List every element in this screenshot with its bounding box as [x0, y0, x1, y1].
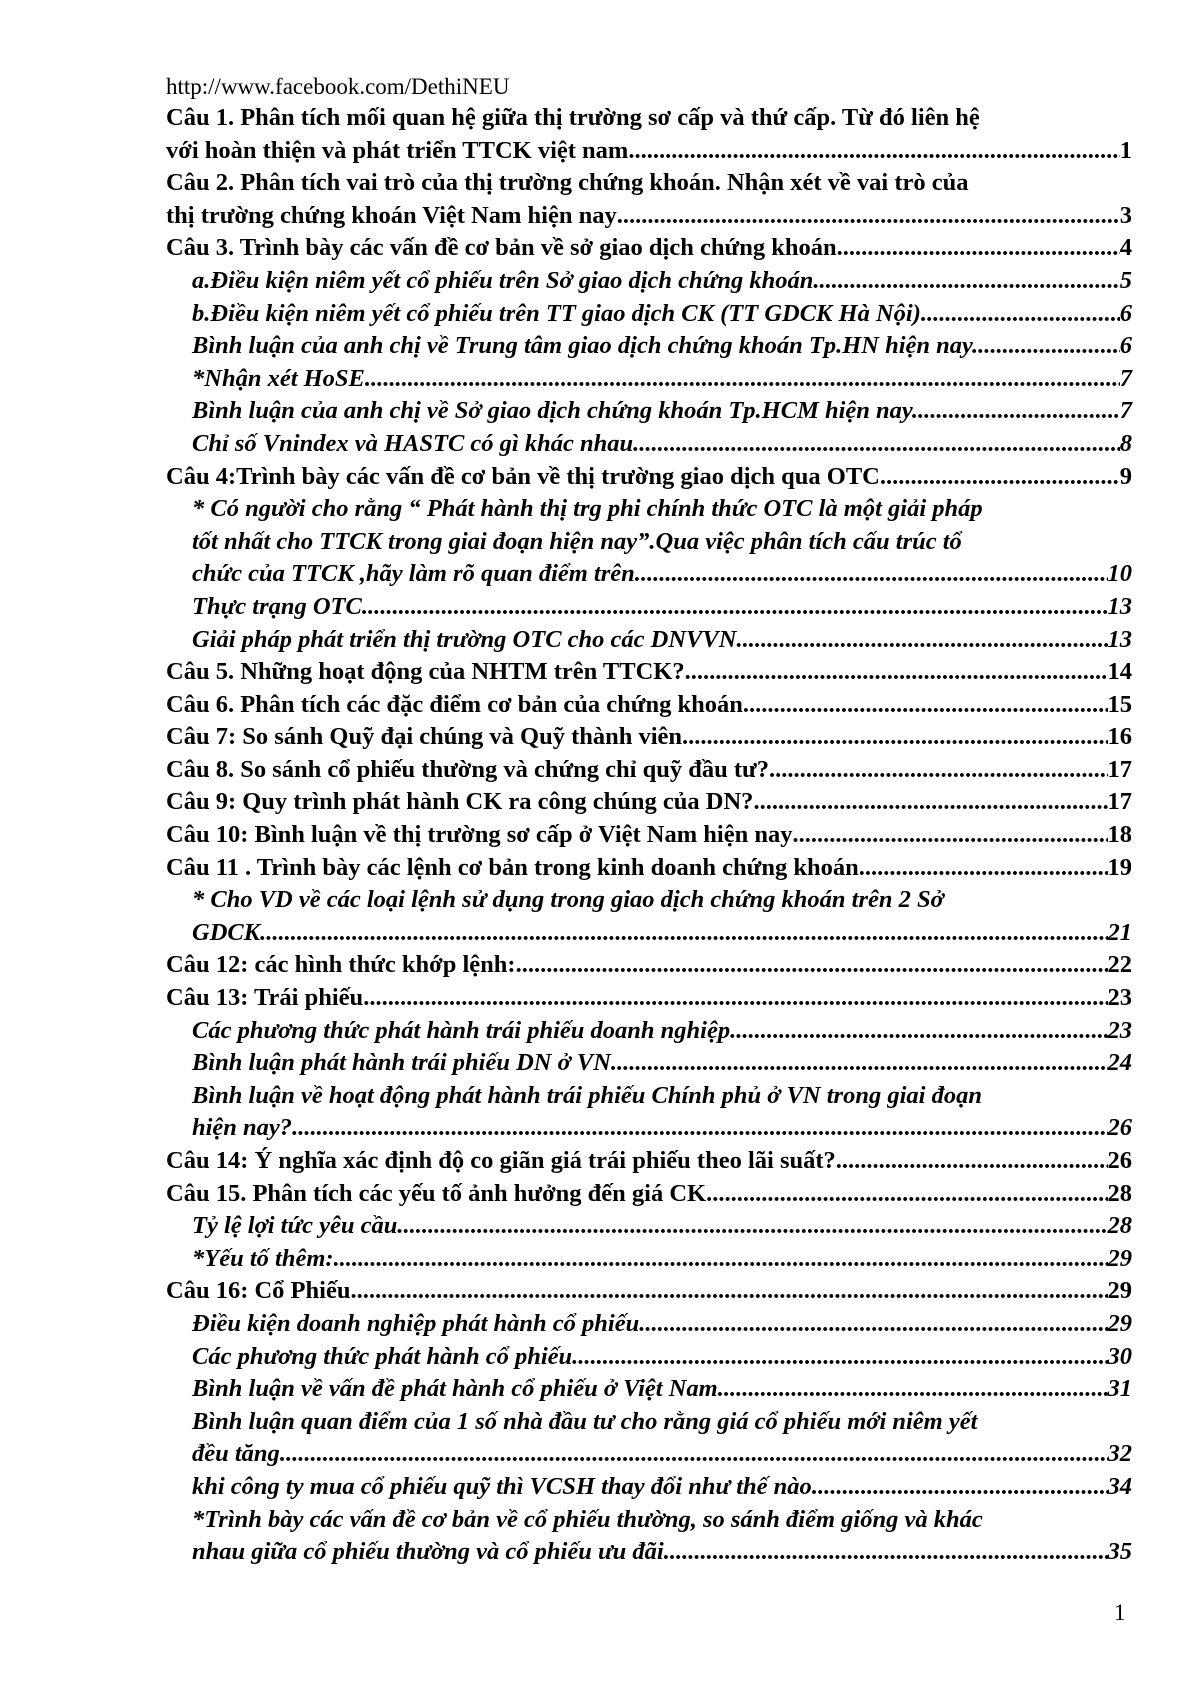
- toc-entry[interactable]: [166, 624, 1132, 657]
- toc-entry-text: * Cho VD về các loại lệnh sử dụng trong giao dịch chứng khoán trên 2 Sở: [192, 886, 944, 914]
- toc-page-number: 6: [1119, 299, 1132, 327]
- toc-entry[interactable]: [166, 363, 1132, 396]
- toc-entry-text: tốt nhất cho TTCK trong giai đoạn hiện nay”.Qua việc phân tích cấu trúc tổ: [192, 527, 962, 555]
- toc-entry-line: [192, 1047, 1132, 1080]
- toc-entry-line: [192, 526, 1132, 559]
- toc-entry-line: [192, 363, 1132, 396]
- toc-dot-leader: [350, 1275, 1107, 1308]
- toc-entry[interactable]: [166, 949, 1132, 982]
- toc-entry-text: *Trình bày các vấn đề cơ bản về cổ phiếu thường, so sánh điểm giống và khác: [192, 1505, 983, 1533]
- toc-entry-line: [166, 949, 1132, 982]
- toc-page-number: 17: [1107, 788, 1132, 816]
- toc-dot-leader: [397, 1210, 1107, 1243]
- toc-entry[interactable]: [166, 1406, 1132, 1471]
- toc-page-number: 29: [1107, 1244, 1132, 1272]
- toc-entry-line: [166, 754, 1132, 787]
- toc-page-number: 10: [1107, 560, 1132, 588]
- toc-entry[interactable]: [166, 852, 1132, 885]
- toc-dot-leader: [280, 1438, 1108, 1471]
- toc-entry-line: [192, 1308, 1132, 1341]
- toc-entry[interactable]: [166, 330, 1132, 363]
- toc-entry-text: Câu 11 . Trình bày các lệnh cơ bản trong kinh doanh chứng khoán: [166, 853, 859, 881]
- toc-entry-text: Bình luận về hoạt động phát hành trái phiếu Chính phủ ở VN trong giai đoạn: [192, 1081, 982, 1109]
- toc-entry-text: Các phương thức phát hành trái phiếu doanh nghiệp: [192, 1016, 731, 1044]
- toc-entry-line: [192, 1438, 1132, 1471]
- toc-entry[interactable]: [166, 1341, 1132, 1374]
- toc-dot-leader: [753, 786, 1107, 819]
- toc-entry-text: a.Điều kiện niêm yết cổ phiếu trên Sở giao dịch chứng khoán: [192, 266, 814, 294]
- toc-entry[interactable]: [166, 721, 1132, 754]
- toc-entry-text: Câu 2. Phân tích vai trò của thị trường chứng khoán. Nhận xét về vai trò của: [166, 169, 969, 197]
- toc-page-number: 23: [1107, 1016, 1132, 1044]
- toc-entry-text: GDCK: [192, 918, 261, 946]
- toc-entry[interactable]: [166, 493, 1132, 591]
- toc-entry-line: [166, 102, 1132, 135]
- toc-entry-line: [192, 591, 1132, 624]
- toc-page-number: 18: [1107, 821, 1132, 849]
- toc-entry[interactable]: [166, 232, 1132, 265]
- toc-entry-text: Câu 4:Trình bày các vấn đề cơ bản về thị trường giao dịch qua OTC: [166, 462, 880, 490]
- toc-dot-leader: [635, 558, 1108, 591]
- toc-entry-text: nhau giữa cổ phiếu thường và cổ phiếu ưu đãi: [192, 1538, 664, 1566]
- toc-entry-text: hiện nay?: [192, 1114, 293, 1142]
- toc-page-number: 26: [1107, 1147, 1132, 1174]
- toc-entry-line: [166, 461, 1132, 494]
- header-url: http://www.facebook.com/DethiNEU: [166, 74, 510, 99]
- toc-page-number: 22: [1107, 951, 1132, 979]
- toc-dot-leader: [664, 1536, 1108, 1569]
- toc-entry[interactable]: [166, 786, 1132, 819]
- toc-dot-leader: [843, 232, 1120, 265]
- toc-entry-text: Tỷ lệ lợi tức yêu cầu: [192, 1212, 398, 1240]
- toc-entry[interactable]: [166, 1015, 1132, 1048]
- toc-page-number: 30: [1107, 1342, 1132, 1370]
- toc-page-number: 7: [1119, 364, 1132, 392]
- toc-page-number: 31: [1107, 1375, 1132, 1403]
- toc-entry-line: [192, 624, 1132, 657]
- toc-page-number: 23: [1107, 984, 1132, 1012]
- toc-entry-text: Câu 12: các hình thức khớp lệnh:: [166, 951, 516, 979]
- toc-dot-leader: [812, 1471, 1108, 1504]
- toc-entry-line: [166, 786, 1132, 819]
- toc-page-number: 4: [1119, 234, 1132, 262]
- toc-entry-text: Câu 10: Bình luận về thị trường sơ cấp ở Việt Nam hiện nay: [166, 821, 793, 849]
- toc-dot-leader: [292, 1112, 1107, 1145]
- toc-entry-text: Giải pháp phát triển thị trường OTC cho các DNVVN: [192, 625, 737, 653]
- toc-page-number: 8: [1119, 429, 1132, 457]
- toc-dot-leader: [718, 1373, 1108, 1406]
- toc-entry-text: Bình luận về vấn đề phát hành cổ phiếu ở Việt Nam: [192, 1375, 718, 1403]
- toc-dot-leader: [365, 363, 1120, 396]
- toc-entry[interactable]: [166, 591, 1132, 624]
- toc-entry[interactable]: [166, 1080, 1132, 1145]
- toc-entry-text: Bình luận của anh chị về Sở giao dịch chứng khoán Tp.HCM hiện nay.: [192, 397, 919, 425]
- toc-page-number: 16: [1107, 723, 1132, 751]
- toc-dot-leader: [813, 265, 1119, 298]
- toc-entry-text: chức của TTCK ,hãy làm rõ quan điểm trên: [192, 560, 635, 588]
- toc-entry-line: [166, 819, 1132, 852]
- toc-page-number: 34: [1107, 1472, 1132, 1500]
- toc-page-number: 5: [1119, 266, 1132, 294]
- toc-dot-leader: [769, 754, 1108, 787]
- toc-dot-leader: [633, 428, 1120, 461]
- toc-entry-text: * Có người cho rằng “ Phát hành thị trg phi chính thức OTC là một giải pháp: [192, 495, 983, 523]
- toc-entry-text: Bình luận phát hành trái phiếu DN ở VN: [192, 1049, 611, 1077]
- toc-entry-line: [192, 1015, 1132, 1048]
- toc-entry-line: [166, 167, 1132, 200]
- toc-dot-leader: [572, 1341, 1107, 1374]
- toc-entry-text: Câu 7: So sánh Quỹ đại chúng và Quỹ thành viên: [166, 723, 683, 751]
- toc-page-number: 29: [1107, 1277, 1132, 1305]
- toc-entry-text: Câu 1. Phân tích mối quan hệ giữa thị trường sơ cấp và thứ cấp. Từ đó liên hệ: [166, 104, 980, 131]
- toc-entry[interactable]: [166, 1178, 1132, 1211]
- toc-entry[interactable]: [166, 1504, 1132, 1569]
- toc-page-number: 21: [1107, 918, 1132, 946]
- toc-entry-line: [192, 1504, 1132, 1537]
- toc-entry-line: [192, 493, 1132, 526]
- toc-dot-leader: [836, 1145, 1108, 1178]
- toc-entry-line: [192, 884, 1132, 917]
- toc-entry-line: [192, 917, 1132, 950]
- toc-entry[interactable]: [166, 819, 1132, 852]
- toc-page-number: 6: [1119, 332, 1132, 360]
- toc-entry[interactable]: [166, 1145, 1132, 1178]
- toc-entry-text: Câu 8. So sánh cổ phiếu thường và chứng chỉ quỹ đầu tư?: [166, 755, 769, 783]
- toc-page-number: 13: [1107, 592, 1132, 620]
- toc-dot-leader: [617, 200, 1120, 233]
- toc-entry-line: [166, 232, 1132, 265]
- toc-entry-line: [166, 852, 1132, 885]
- toc-entry[interactable]: [166, 1275, 1132, 1308]
- table-of-contents: [166, 102, 1132, 1569]
- toc-entry-text: *Nhận xét HoSE: [192, 364, 365, 392]
- toc-entry-text: Câu 13: Trái phiếu: [166, 984, 364, 1012]
- toc-page-number: 29: [1107, 1309, 1132, 1337]
- toc-entry-line: [192, 1210, 1132, 1243]
- toc-page-number: 15: [1107, 690, 1132, 718]
- toc-entry-text: Câu 3. Trình bày các vấn đề cơ bản về sở giao dịch chứng khoán.: [166, 234, 843, 262]
- toc-entry-text: *Yếu tố thêm:: [192, 1244, 334, 1272]
- toc-page-number: 32: [1107, 1440, 1132, 1468]
- toc-page-number: 24: [1107, 1049, 1132, 1077]
- toc-entry[interactable]: [166, 689, 1132, 722]
- toc-entry-line: [166, 1275, 1132, 1308]
- toc-entry-text: Chỉ số Vnindex và HASTC có gì khác nhau: [192, 429, 634, 457]
- toc-entry-line: [166, 1145, 1132, 1178]
- toc-entry-line: [192, 1406, 1132, 1439]
- toc-entry[interactable]: [166, 884, 1132, 949]
- toc-page-number: 28: [1107, 1179, 1132, 1207]
- toc-entry-text: Câu 14: Ý nghĩa xác định độ co giãn giá trái phiếu theo lãi suất?: [166, 1147, 836, 1174]
- toc-dot-leader: [918, 395, 1120, 428]
- toc-dot-leader: [792, 819, 1107, 852]
- toc-entry-line: [192, 298, 1132, 331]
- toc-entry-line: [192, 1373, 1132, 1406]
- toc-entry[interactable]: [166, 656, 1132, 689]
- toc-entry[interactable]: [166, 167, 1132, 232]
- toc-entry-text: b.Điều kiện niêm yết cổ phiếu trên TT giao dịch CK (TT GDCK Hà Nội): [192, 299, 921, 327]
- toc-dot-leader: [685, 656, 1108, 689]
- toc-dot-leader: [639, 1308, 1107, 1341]
- toc-entry-line: [192, 1243, 1132, 1276]
- toc-page-number: 9: [1119, 462, 1132, 490]
- toc-entry[interactable]: [166, 298, 1132, 331]
- toc-dot-leader: [706, 1178, 1107, 1211]
- toc-dot-leader: [611, 1047, 1108, 1080]
- toc-entry-line: [192, 558, 1132, 591]
- toc-page-number: 3: [1119, 201, 1132, 229]
- toc-entry[interactable]: [166, 982, 1132, 1015]
- toc-entry-line: [192, 395, 1132, 428]
- toc-dot-leader: [363, 982, 1107, 1015]
- toc-entry[interactable]: [166, 754, 1132, 787]
- toc-entry[interactable]: [166, 265, 1132, 298]
- toc-dot-leader: [743, 689, 1108, 722]
- toc-entry-line: [166, 982, 1132, 1015]
- toc-page-number: 17: [1107, 755, 1132, 783]
- toc-entry-text: Câu 5. Những hoạt động của NHTM trên TTCK?: [166, 658, 685, 686]
- toc-entry-text: khi công ty mua cổ phiếu quỹ thì VCSH thay đổi như thế nào: [192, 1472, 812, 1500]
- toc-entry-text: Các phương thức phát hành cổ phiếu: [192, 1342, 573, 1370]
- toc-entry-text: Câu 15. Phân tích các yếu tố ảnh hưởng đến giá CK: [166, 1179, 707, 1207]
- toc-entry-line: [192, 1471, 1132, 1504]
- toc-dot-leader: [730, 1015, 1107, 1048]
- toc-entry-line: [166, 656, 1132, 689]
- toc-page-number: 14: [1107, 658, 1132, 686]
- toc-dot-leader: [921, 298, 1120, 331]
- toc-page-number: 7: [1119, 397, 1132, 425]
- toc-dot-leader: [362, 591, 1108, 624]
- toc-entry-text: Câu 6. Phân tích các đặc điểm cơ bản của chứng khoán: [166, 690, 743, 718]
- toc-entry[interactable]: [166, 1047, 1132, 1080]
- toc-entry-line: [192, 1112, 1132, 1145]
- toc-dot-leader: [859, 852, 1108, 885]
- toc-entry[interactable]: [166, 1471, 1132, 1504]
- toc-dot-leader: [880, 461, 1120, 494]
- toc-entry[interactable]: [166, 1308, 1132, 1341]
- toc-entry[interactable]: [166, 461, 1132, 494]
- toc-entry[interactable]: [166, 1243, 1132, 1276]
- toc-entry-line: [192, 330, 1132, 363]
- toc-page-number: 35: [1107, 1538, 1132, 1566]
- toc-entry-line: [166, 721, 1132, 754]
- toc-dot-leader: [628, 135, 1119, 168]
- toc-entry-text: Thực trạng OTC: [192, 592, 362, 620]
- toc-page-number: 28: [1107, 1212, 1132, 1240]
- toc-entry-line: [192, 1536, 1132, 1569]
- toc-entry-text: thị trường chứng khoán Việt Nam hiện nay: [166, 201, 617, 229]
- toc-entry-text: Bình luận quan điểm của 1 số nhà đầu tư cho rằng giá cổ phiếu mới niêm yết: [192, 1407, 978, 1435]
- toc-entry-line: [192, 428, 1132, 461]
- toc-entry[interactable]: [166, 1373, 1132, 1406]
- toc-entry-text: với hoàn thiện và phát triển TTCK việt nam: [166, 136, 629, 164]
- toc-entry-text: Điều kiện doanh nghiệp phát hành cổ phiếu: [192, 1309, 640, 1337]
- toc-dot-leader: [682, 721, 1107, 754]
- toc-entry[interactable]: [166, 428, 1132, 461]
- toc-dot-leader: [334, 1243, 1108, 1276]
- toc-dot-leader: [516, 949, 1108, 982]
- toc-entry[interactable]: [166, 395, 1132, 428]
- toc-entry-text: Câu 16: Cổ Phiếu: [166, 1277, 351, 1305]
- toc-page-number: 26: [1107, 1114, 1132, 1142]
- toc-entry-text: đều tăng: [192, 1440, 280, 1468]
- toc-entry-text: Câu 9: Quy trình phát hành CK ra công chúng của DN?: [166, 788, 754, 816]
- toc-entry-line: [192, 1341, 1132, 1374]
- toc-page-number: 1: [1119, 136, 1132, 164]
- toc-entry-line: [192, 1080, 1132, 1113]
- toc-entry-line: [166, 200, 1132, 233]
- page-number: 1: [1114, 1600, 1126, 1625]
- toc-page-number: 13: [1107, 625, 1132, 653]
- toc-dot-leader: [978, 330, 1120, 363]
- toc-entry-line: [192, 265, 1132, 298]
- toc-entry[interactable]: [166, 1210, 1132, 1243]
- toc-page-number: 19: [1107, 853, 1132, 881]
- toc-entry-text: Bình luận của anh chị về Trung tâm giao dịch chứng khoán Tp.HN hiện nay.: [192, 332, 979, 360]
- toc-dot-leader: [260, 917, 1107, 950]
- toc-entry-line: [166, 1178, 1132, 1211]
- toc-dot-leader: [736, 624, 1107, 657]
- toc-entry[interactable]: [166, 102, 1132, 167]
- toc-entry-line: [166, 135, 1132, 168]
- toc-entry-line: [166, 689, 1132, 722]
